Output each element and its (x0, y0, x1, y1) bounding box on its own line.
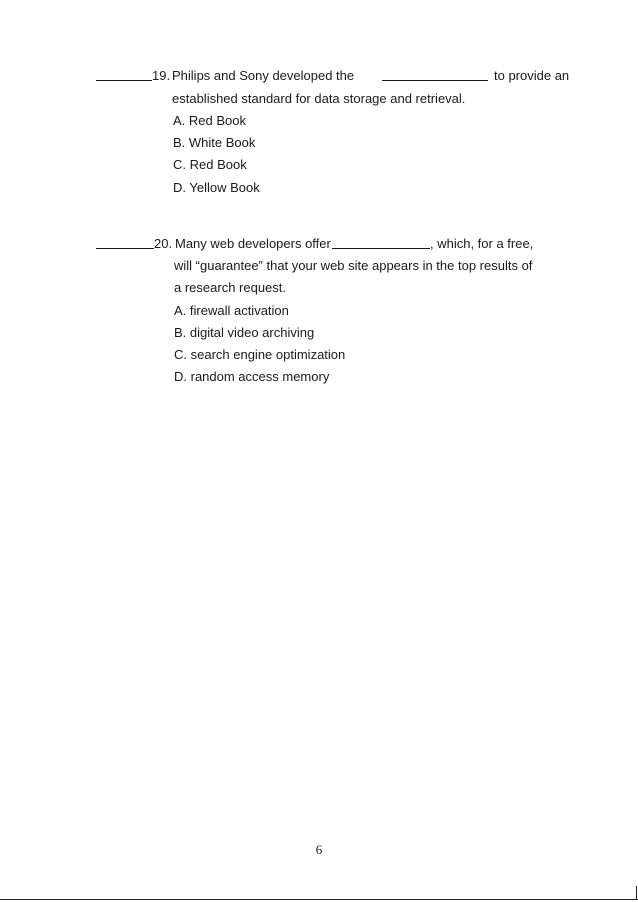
option-d: D. random access memory (174, 369, 330, 384)
question-text: established standard for data storage and retrieval. (172, 91, 466, 106)
answer-blank-20[interactable] (96, 236, 154, 249)
question-text: , which, for a free, (430, 236, 534, 251)
option-c: C. search engine optimization (174, 347, 346, 362)
question-number: 20. (154, 236, 173, 251)
option-d: D. Yellow Book (173, 180, 260, 195)
question-text: will “guarantee” that your web site appears in the top results of (174, 258, 533, 273)
question-text: Philips and Sony developed the (172, 68, 355, 83)
fill-in-blank-20[interactable] (332, 236, 430, 249)
question-number: 19. (152, 68, 171, 83)
question-text: to provide an (494, 68, 570, 83)
question-text: a research request. (174, 280, 287, 295)
option-a: A. firewall activation (174, 303, 289, 318)
option-a: A. Red Book (173, 113, 246, 128)
answer-blank-19[interactable] (96, 68, 152, 81)
option-c: C. Red Book (173, 157, 247, 172)
question-text: Many web developers offer (175, 236, 331, 251)
page-edge-mark (636, 886, 637, 900)
fill-in-blank-19[interactable] (382, 68, 488, 81)
page-edge-divider (0, 899, 638, 900)
option-b: B. digital video archiving (174, 325, 315, 340)
page-number: 6 (315, 842, 323, 857)
option-b: B. White Book (173, 135, 256, 150)
